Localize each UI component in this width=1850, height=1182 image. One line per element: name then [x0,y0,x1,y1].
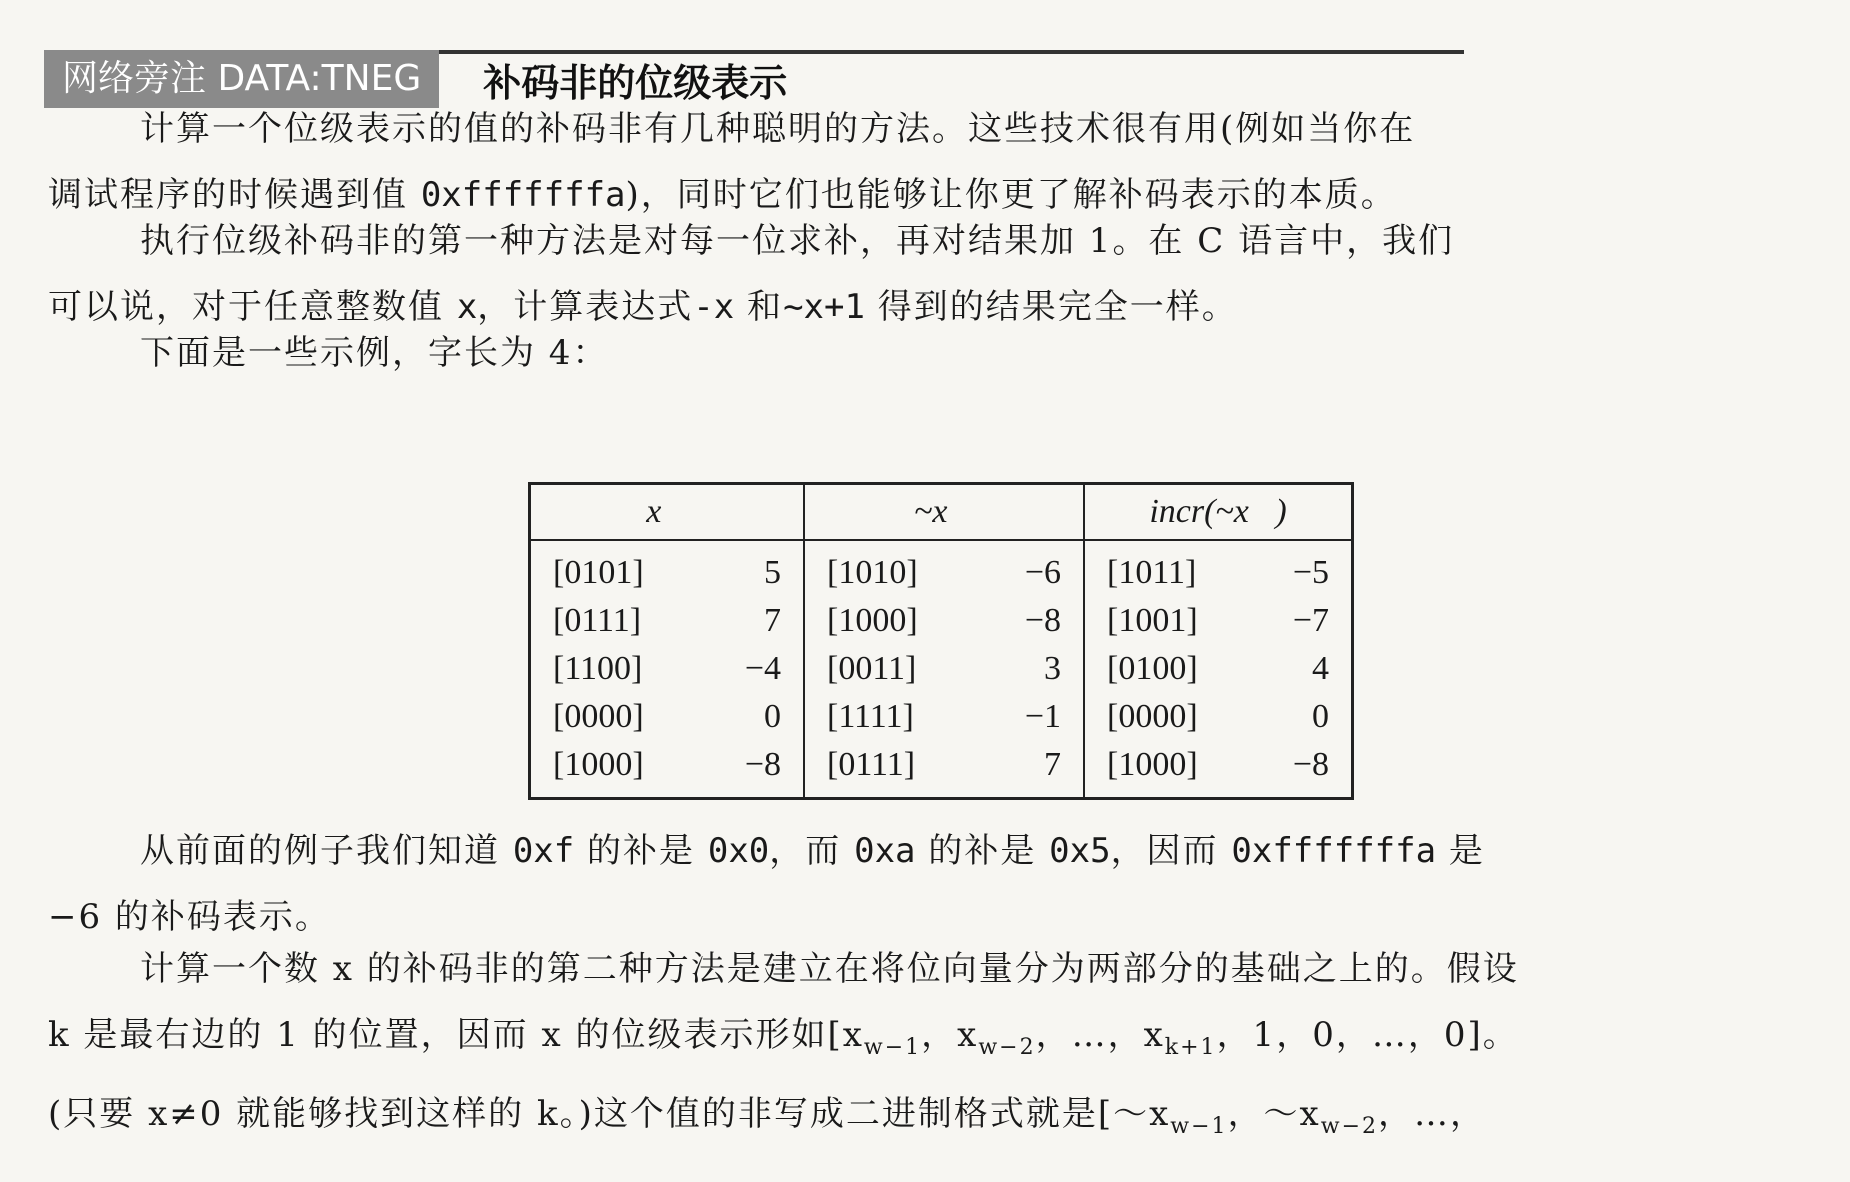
paragraph-4: 从前面的例子我们知道 0xf 的补是 0x0，而 0xa 的补是 0x5，因而 0xfffffffa 是 −6 的补码表示。 [48,831,1485,937]
cell-value: −8 [1292,746,1329,783]
table-header-row [530,484,1353,541]
cell-value: −7 [1292,602,1329,639]
cell-value: −8 [1024,602,1061,639]
web-aside-tag: 网络旁注 DATA:TNEG [44,50,439,108]
cell-value: −1 [1024,698,1061,735]
cell-bits: [0100] [1084,645,1252,693]
cell-value: 5 [764,554,781,591]
cell-value: 0 [764,698,781,735]
table-row [530,741,1353,799]
cell-bits: [1010] [804,540,979,597]
negation-examples-table [528,482,1354,800]
cell-bits: [0111] [530,597,702,645]
cell-bits: [1011] [1084,540,1252,597]
table-row [530,693,1353,741]
col-header-x: x⃗ [530,484,805,541]
cell-bits: [1111] [804,693,979,741]
cell-value: 7 [764,602,781,639]
cell-value: 3 [1044,650,1061,687]
cell-bits: [1001] [1084,597,1252,645]
paragraph-3: 下面是一些示例，字长为 4： [140,333,609,373]
cell-bits: [1000] [530,741,702,799]
cell-bits: [0101] [530,540,702,597]
col-header-incr: incr(~x⃗) [1084,484,1353,541]
cell-value: 4 [1312,650,1329,687]
paragraph-2: 执行位级补码非的第一种方法是对每一位求补，再对结果加 1。在 C 语言中，我们 可以说，对于任意整数值 x，计算表达式-x 和~x+1 得到的结果完全一样。 [48,221,1455,327]
paragraph-1: 计算一个位级表示的值的补码非有几种聪明的方法。这些技术很有用(例如当你在 调试程序的时候遇到值 0xfffffffa)，同时它们也能够让你更了解补码表示的本质。 [48,109,1416,215]
cell-bits: [1000] [804,597,979,645]
cell-value: 0 [1312,698,1329,735]
table-row [530,645,1353,693]
cell-bits: [0000] [530,693,702,741]
cell-bits: [1000] [1084,741,1252,799]
col-header-not-x: ~x⃗ [804,484,1084,541]
cell-bits: [0111] [804,741,979,799]
cell-value: 7 [1044,746,1061,783]
section-title: 补码非的位级表示 [483,60,788,105]
table-row [530,597,1353,645]
paragraph-5: 计算一个数 x 的补码非的第二种方法是建立在将位向量分为两部分的基础之上的。假设 k 是最右边的 1 的位置，因而 x 的位级表示形如[$x_{w-1}$，$x_{w-2}$，…，$x_{k+1}$，1，0，…，0]。 (只要 x≠0 就能够找到这样的 k。)这个值的非写成二进制格式就是[$\sim x_{w-1}$，$\sim x_{w-2}$，…， [48,949,1519,1139]
table-row [530,540,1353,597]
cell-bits: [1100] [530,645,702,693]
cell-value: −5 [1292,554,1329,591]
cell-value: −6 [1024,554,1061,591]
cell-bits: [0000] [1084,693,1252,741]
cell-value: −4 [744,650,781,687]
cell-value: −8 [744,746,781,783]
cell-bits: [0011] [804,645,979,693]
